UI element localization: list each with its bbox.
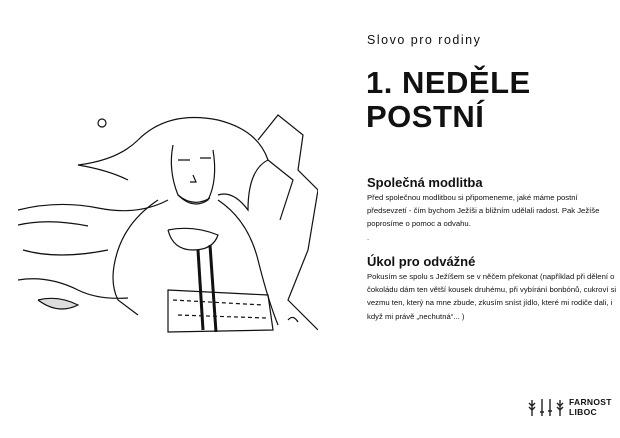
logo-line-2: LIBOC xyxy=(569,407,597,417)
jesus-illustration xyxy=(18,100,318,340)
page-title xyxy=(366,66,531,134)
title-line-1: 1. NEDĚLE xyxy=(366,65,531,100)
section-task xyxy=(367,254,617,323)
parish-logo xyxy=(528,397,612,417)
title-line-2: POSTNÍ xyxy=(366,99,485,134)
section-trailer: . xyxy=(367,232,370,242)
section-heading: Společná modlitba xyxy=(367,175,483,190)
wheat-cross-icon xyxy=(528,397,566,417)
section-body: Před společnou modlitbou si připomeneme, jaké máme postní předsevzetí - čím bychom Ježíši a bližním udělali radost. Pak Ježíše poprosíme o pomoc a odvahu. xyxy=(367,193,600,229)
logo-line-1: FARNOST xyxy=(569,397,612,407)
section-prayer xyxy=(367,175,617,244)
section-heading: Úkol pro odvážné xyxy=(367,254,476,269)
page-kicker: Slovo pro rodiny xyxy=(367,33,482,47)
section-body: Pokusím se spolu s Ježíšem se v něčem překonat (například při dělení o čokoládu dám ten větší kousek druhému, při vybírání bonbónů, cukroví si vezmu ten, který na mne zbude, zkusím sníst jídlo, které mi rodiče dali, i když mi právě „nechutná“... ) xyxy=(367,272,617,321)
